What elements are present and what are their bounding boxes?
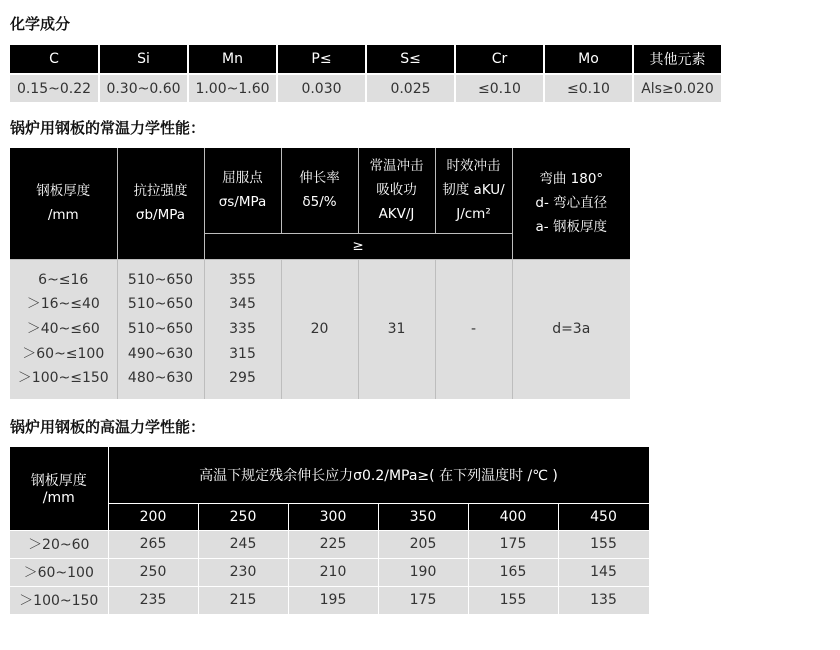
- table-cell: 215: [198, 586, 288, 614]
- yield-values: 355 345 335 315 295: [204, 259, 281, 399]
- col-header-cr: Cr: [455, 45, 544, 74]
- table-row: [10, 558, 649, 586]
- impact-aging-value: -: [435, 259, 512, 399]
- row-thickness: ＞100~150: [10, 586, 108, 614]
- table-cell: 235: [108, 586, 198, 614]
- value-mo: ≤0.10: [544, 74, 633, 102]
- col-header-other: 其他元素: [633, 45, 722, 74]
- table-cell: 250: [108, 558, 198, 586]
- high-temp-properties-heading: 锅炉用钢板的高温力学性能：: [10, 418, 206, 436]
- table-cell: 155: [468, 586, 558, 614]
- value-s: 0.025: [366, 74, 455, 102]
- table-cell: 155: [558, 530, 649, 558]
- header-row-top: [10, 148, 630, 233]
- header-residual-stress: 高温下规定残余伸长应力σ0.2/MPa≥( 在下列温度时 /℃ ): [108, 447, 649, 503]
- col-header-mo: Mo: [544, 45, 633, 74]
- table-cell: 230: [198, 558, 288, 586]
- temp-header: 350: [378, 503, 468, 530]
- col-header-si: Si: [99, 45, 188, 74]
- table-row: [10, 586, 649, 614]
- temp-header: 200: [108, 503, 198, 530]
- min-symbol: ≥: [204, 233, 512, 259]
- table-cell: 245: [198, 530, 288, 558]
- table-cell: 145: [558, 558, 649, 586]
- header-bend: 弯曲 180° d- 弯心直径 a- 钢板厚度: [512, 148, 630, 259]
- impact-room-value: 31: [358, 259, 435, 399]
- row-thickness: ＞60~100: [10, 558, 108, 586]
- header-impact-room: 常温冲击 吸收功 AKV/J: [358, 148, 435, 233]
- temp-header: 250: [198, 503, 288, 530]
- temp-header: 400: [468, 503, 558, 530]
- table-cell: 265: [108, 530, 198, 558]
- col-header-p: P≤: [277, 45, 366, 74]
- value-c: 0.15~0.22: [10, 74, 99, 102]
- header-elongation: 伸长率 δ5/%: [281, 148, 358, 233]
- tensile-values: 510~650 510~650 510~650 490~630 480~630: [117, 259, 204, 399]
- col-header-c: C: [10, 45, 99, 74]
- room-temp-properties-table: [10, 148, 630, 399]
- bend-value: d=3a: [512, 259, 630, 399]
- col-header-s: S≤: [366, 45, 455, 74]
- table-cell: 205: [378, 530, 468, 558]
- value-si: 0.30~0.60: [99, 74, 188, 102]
- col-header-mn: Mn: [188, 45, 277, 74]
- high-temp-header-top: [10, 447, 649, 503]
- thickness-values: 6~≤16 ＞16~≤40 ＞40~≤60 ＞60~≤100 ＞100~≤150: [10, 259, 117, 399]
- value-cr: ≤0.10: [455, 74, 544, 102]
- value-mn: 1.00~1.60: [188, 74, 277, 102]
- table-cell: 195: [288, 586, 378, 614]
- table-cell: 225: [288, 530, 378, 558]
- table-cell: 190: [378, 558, 468, 586]
- table-cell: 175: [468, 530, 558, 558]
- room-temp-data-row: [10, 259, 630, 399]
- value-p: 0.030: [277, 74, 366, 102]
- header-thickness-high: 钢板厚度 /mm: [10, 447, 108, 530]
- table-cell: 175: [378, 586, 468, 614]
- header-tensile: 抗拉强度 σb/MPa: [117, 148, 204, 259]
- header-impact-aging: 时效冲击 韧度 aKU/ J/cm²: [435, 148, 512, 233]
- temp-header: 300: [288, 503, 378, 530]
- chemical-composition-heading: 化学成分: [10, 15, 71, 33]
- temp-header: 450: [558, 503, 649, 530]
- room-temp-properties-heading: 锅炉用钢板的常温力学性能：: [10, 119, 206, 137]
- high-temp-properties-table: [10, 447, 650, 615]
- chemical-composition-table: [10, 45, 723, 102]
- composition-header-row: [10, 45, 722, 74]
- table-cell: 165: [468, 558, 558, 586]
- row-thickness: ＞20~60: [10, 530, 108, 558]
- value-other: Als≥0.020: [633, 74, 722, 102]
- elongation-value: 20: [281, 259, 358, 399]
- table-cell: 210: [288, 558, 378, 586]
- header-yield: 屈服点 σs/MPa: [204, 148, 281, 233]
- composition-values-row: [10, 74, 722, 102]
- table-row: [10, 530, 649, 558]
- header-thickness: 钢板厚度 /mm: [10, 148, 117, 259]
- table-cell: 135: [558, 586, 649, 614]
